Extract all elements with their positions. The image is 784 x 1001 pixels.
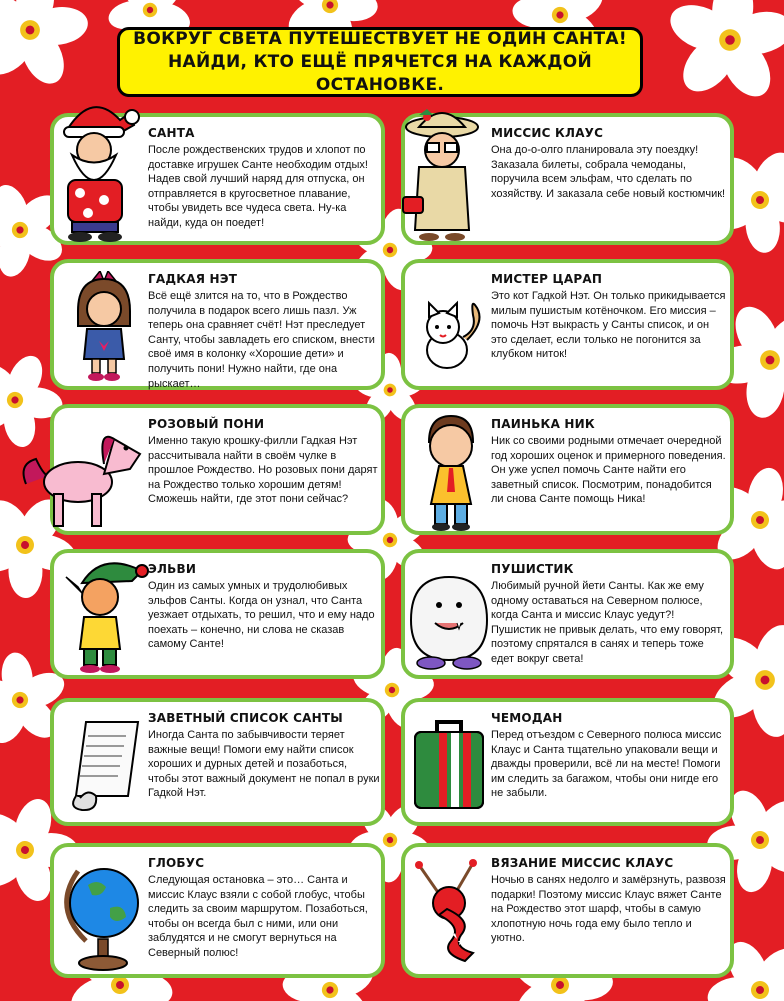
header-banner (117, 27, 643, 97)
card-suitcase (401, 698, 734, 826)
card-title: ЗАВЕТНЫЙ СПИСОК САНТЫ (148, 711, 343, 725)
card-title: ГЛОБУС (148, 856, 205, 870)
card-elvi (50, 549, 385, 679)
header-line-1: ВОКРУГ СВЕТА ПУТЕШЕСТВУЕТ НЕ ОДИН САНТА! (133, 28, 627, 49)
card-pushistik (401, 549, 734, 679)
suitcase-icon (409, 716, 489, 816)
card-text: Иногда Санта по забывчивости теряет важные вещи! Помоги ему найти список хороших и дурных детей и позаботься, чтобы этот важный документ не попал в руки Гадкой Нэт. (148, 729, 380, 800)
card-text: Ник со своими родными отмечает очередной год хороших оценок и примерного поведения. Он уже успел помочь Санте найти его заветный список. Посмотрим, понадобится ли снова Санте помощь Ника! (491, 435, 726, 506)
pink-pony-icon (18, 414, 148, 534)
scroll-list-icon (68, 716, 146, 816)
card-title: ГАДКАЯ НЭТ (148, 272, 238, 286)
card-text: Всё ещё злится на то, что в Рождество получила в подарок всего лишь пазл. Уж теперь она сравняет счёт! Нэт преследует Санту, чтобы завладеть его списком, внести своё имя в колонку «Хорошие дети» и получить пони! Нужно найти, где она рыскает… (148, 290, 375, 390)
card-globe (50, 843, 385, 978)
card-text: Это кот Гадкой Нэт. Он только прикидывается милым пушистым котёночком. Его миссия – помочь Нэт выкрасть у Санты список, и он это сделает, если только не погонится за клубком ниток! (491, 290, 726, 361)
yeti-icon (401, 565, 493, 675)
globe-icon (58, 853, 144, 975)
card-santa-list (50, 698, 385, 826)
card-nat (50, 259, 385, 390)
card-text: Любимый ручной йети Санты. Как же ему одному оставаться на Северном полюсе, когда Санта и миссис Клаус уедут?! Пушистик не привык делать, что ему говорят, поэтому спрятался в санях и теперь тоже едет вокруг света! (491, 580, 724, 665)
card-title: ПУШИСТИК (491, 562, 574, 576)
card-text: Перед отъездом с Северного полюса миссис Клаус и Санта тщательно упаковали вещи и дважды проверили, всё ли на месте! Помоги им следить за багажом, чтобы они нигде его не забыли. (491, 729, 722, 800)
girl-nat-icon (64, 271, 144, 386)
card-santa (50, 113, 385, 245)
boy-nick-icon (415, 412, 487, 534)
card-text: Следующая остановка – это… Санта и миссис Клаус взяли с собой глобус, чтобы следить за своим маршрутом. Позаботься, чтобы он всегда был с ними, или они заблудятся и не смогут вернуться на Северный полюс! (148, 874, 368, 959)
header-line-2: НАЙДИ, КТО ЕЩЁ ПРЯЧЕТСЯ НА КАЖДОЙ ОСТАНОВКЕ. (168, 51, 592, 95)
card-mister-tsarap (401, 259, 734, 390)
cat-icon (415, 285, 485, 380)
knitting-scarf-icon (411, 857, 489, 967)
card-pink-pony (50, 404, 385, 535)
card-title: ВЯЗАНИЕ МИССИС КЛАУС (491, 856, 674, 870)
card-title: МИСТЕР ЦАРАП (491, 272, 603, 286)
card-text: Она до-о-олго планировала эту поездку! Заказала билеты, собрала чемоданы, поручила всем эльфам, что сделать по хозяйству. И заказала себе новый костюмчик! (491, 144, 726, 200)
card-title: РОЗОВЫЙ ПОНИ (148, 417, 265, 431)
card-nick (401, 404, 734, 535)
svg-text:★: ★ (457, 938, 466, 948)
card-title: ЭЛЬВИ (148, 562, 197, 576)
card-title: САНТА (148, 126, 195, 140)
card-text: После рождественских трудов и хлопот по доставке игрушек Санте необходим отдых! Надев свой лучший наряд для отпуска, он отправляется в кругосветное плавание, чтобы увидеть все чудеса света. Ну-ка найди, куда он поедет! (148, 144, 368, 229)
card-text: Ночью в санях недолго и замёрзнуть, развозя подарки! Поэтому миссис Клаус вяжет Санте на Рождество этот шарф, чтобы в самую хлопотную ночь года ему было тепло и уютно. (491, 874, 726, 945)
card-knitting (401, 843, 734, 978)
card-title: ЧЕМОДАН (491, 711, 563, 725)
card-text: Именно такую крошку-филли Гадкая Нэт рассчитывала найти в своём чулке в прошлое Рождество. Но розовых пони дарят на Рождество только хорошим детям! Сможешь найти, где этот пони сейчас? (148, 435, 378, 506)
card-title: ПАИНЬКА НИК (491, 417, 595, 431)
card-text: Один из самых умных и трудолюбивых эльфов Санты. Когда он узнал, что Санта уезжает отдыхать, то решил, что и ему надо поехать – конечно, ни слова не сказав самому Санте! (148, 580, 375, 651)
card-title: МИССИС КЛАУС (491, 126, 604, 140)
elf-icon (62, 553, 150, 678)
santa-hawaiian-shirt-icon (42, 95, 142, 245)
card-mrs-claus (401, 113, 734, 245)
mrs-claus-safari-icon (397, 105, 487, 245)
